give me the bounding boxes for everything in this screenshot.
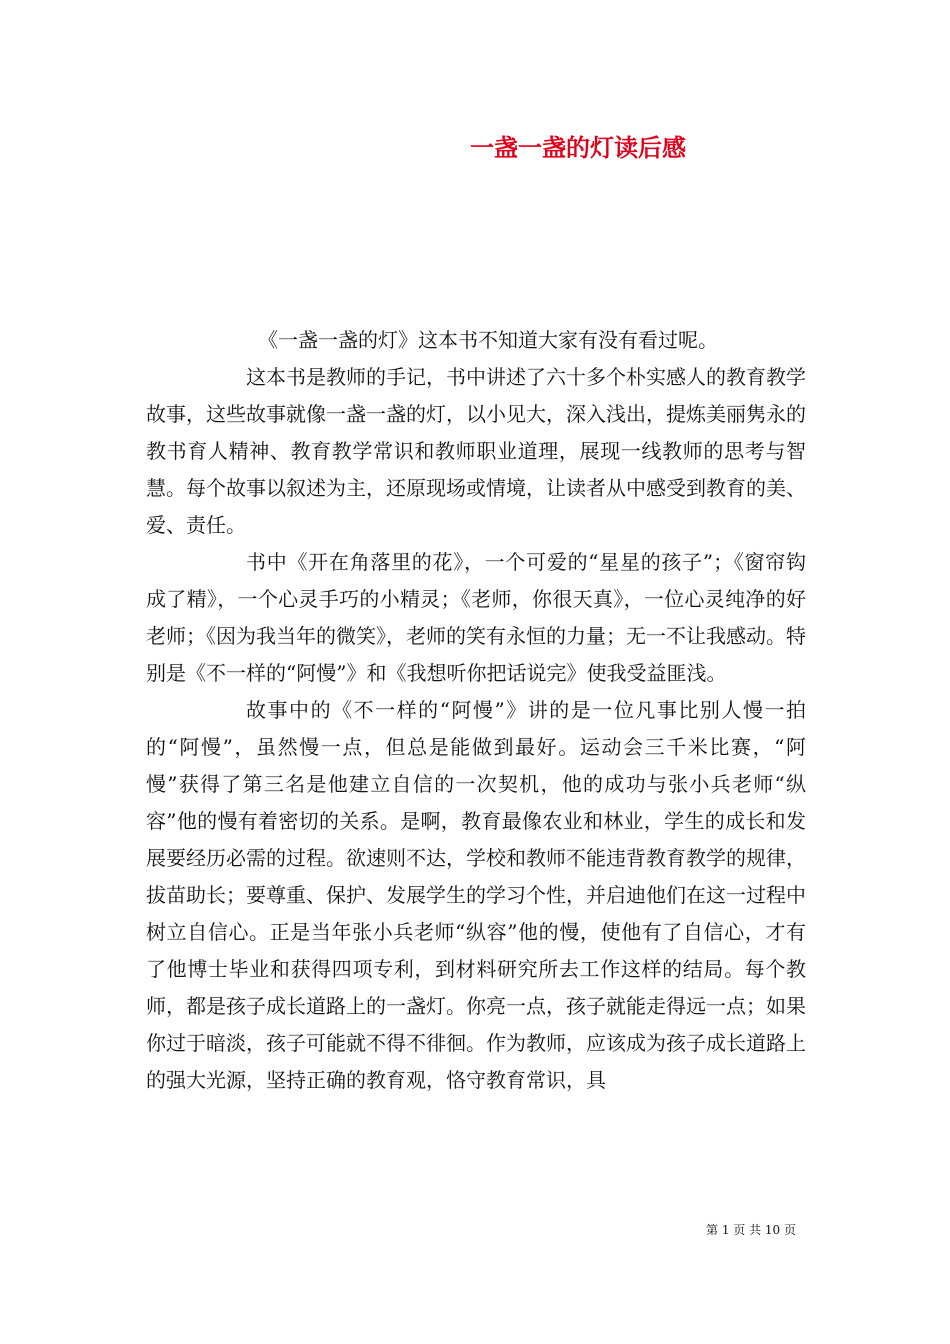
paragraph-stories: 书中《开在角落里的花》，一个可爱的“星星的孩子”；《窗帘钩成了精》，一个心灵手巧的小精灵；《老师，你很天真》，一位心灵纯净的好老师；《因为我当年的微笑》，老师的笑有永恒的力量；无一不让我感动。特别是《不一样的“阿慢”》和《我想听你把话说完》使我受益匪浅。 [146,550,806,685]
paragraph-book-summary: 这本书是教师的手记，书中讲述了六十多个朴实感人的教育教学故事，这些故事就像一盏一盏的灯，以小见大，深入浅出，提炼美丽隽永的教书育人精神、教育教学常识和教师职业道理，展现一线教师的思考与智慧。每个故事以叙述为主，还原现场或情境，让读者从中感受到教育的美、爱、责任。 [146,365,806,537]
document-body [146,322,806,1099]
paragraph-a-man-story: 故事中的《不一样的“阿慢”》讲的是一位凡事比别人慢一拍的“阿慢”，虽然慢一点，但总是能做到最好。运动会三千米比赛，“阿慢”获得了第三名是他建立自信的一次契机，他的成功与张小兵老师“纵容”他的慢有着密切的关系。是啊，教育最像农业和林业，学生的成长和发展要经历必需的过程。欲速则不达，学校和教师不能违背教育教学的规律，拔苗助长；要尊重、保护、发展学生的学习个性，并启迪他们在这一过程中树立自信心。正是当年张小兵老师“纵容”他的慢，使他有了自信心，才有了他博士毕业和获得四项专利，到材料研究所去工作这样的结局。每个教师，都是孩子成长道路上的一盏灯。你亮一点，孩子就能走得远一点；如果你过于暗淡，孩子可能就不得不徘徊。作为教师，应该成为孩子成长道路上的强大光源，坚持正确的教育观，恪守教育常识，具 [146,698,806,1092]
paragraph-intro: 《一盏一盏的灯》这本书不知道大家有没有看过呢。 [258,328,718,352]
document-title: 一盏一盏的灯读后感 [470,134,686,162]
page-number-footer: 第 1 页 共 10 页 [706,1223,796,1237]
